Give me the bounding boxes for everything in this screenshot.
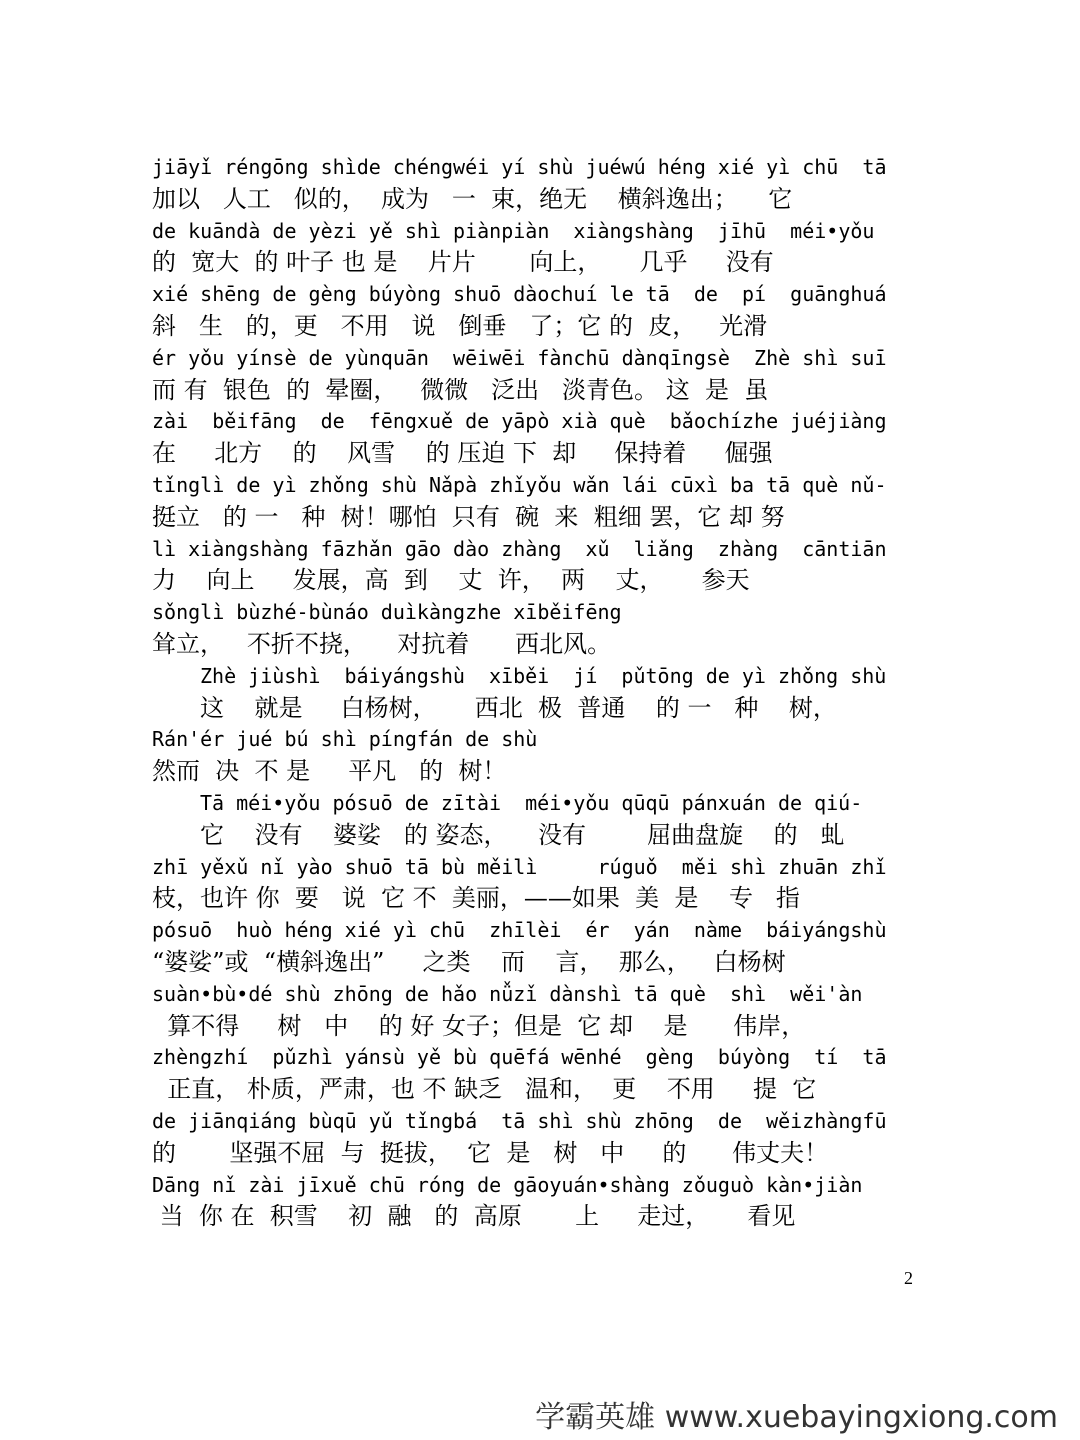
pinyin-line: tǐnglì de yì zhǒng shù Nǎpà zhǐyǒu wǎn lái cūxì ba tā què nǔ-: [152, 472, 887, 497]
pinyin-line: jiāyǐ réngōng shìde chéngwéi yí shù juéwú héng xié yì chū tā: [152, 155, 887, 179]
hanzi-line: 然而 决 不 是 平凡 的 树！: [152, 757, 507, 786]
pinyin-line: Rán'ér jué bú shì píngfán de shù: [152, 727, 538, 752]
hanzi-line: 加以 人工 似的， 成为 一 束，绝无 横斜逸出； 它: [152, 184, 793, 213]
hanzi-line: 而 有 银色 的 晕圈， 微微 泛出 淡青色。 这 是 虽: [152, 375, 769, 404]
pinyin-line: ér yǒu yínsè de yùnquān wēiwēi fànchū dànqīngsè Zhè shì suī: [152, 345, 887, 370]
hanzi-line: 正直， 朴质，严肃，也 不 缺乏 温和， 更 不用 提 它: [152, 1075, 817, 1104]
hanzi-line: 当 你 在 积雪 初 融 的 高原 上 走过， 看见: [152, 1202, 796, 1231]
pinyin-line: de kuāndà de yèzi yě shì piànpiàn xiàngshàng jīhū méi•yǒu: [152, 218, 875, 243]
text-body: [152, 152, 927, 1233]
pinyin-line: lì xiàngshàng fāzhǎn gāo dào zhàng xǔ liǎng zhàng cāntiān: [152, 536, 887, 561]
hanzi-line: 斜 生 的，更 不用 说 倒垂 了；它 的 皮， 光滑: [152, 311, 768, 340]
watermark: 学霸英雄 www.xuebayingxiong.com: [535, 1400, 1058, 1435]
pinyin-line: sǒnglì bùzhé-bùnáo duìkàngzhe xīběifēng: [152, 600, 622, 625]
pinyin-line: zài běifāng de fēngxuě de yāpò xià què bǎochízhe juéjiàng: [152, 409, 887, 434]
hanzi-line: 的 宽大 的 叶子 也 是 片片 向上， 几乎 没有: [152, 248, 774, 277]
hanzi-line: 这 就是 白杨树， 西北 极 普通 的 一 种 树，: [200, 693, 837, 722]
hanzi-line: 耸立， 不折不挠， 对抗着 西北风。: [152, 629, 612, 658]
hanzi-line: 的 坚强不屈 与 挺拔， 它 是 树 中 的 伟丈夫！: [152, 1138, 829, 1167]
pinyin-line: Dāng nǐ zài jīxuě chū róng de gāoyuán•shàng zǒuguò kàn•jiàn: [152, 1172, 863, 1197]
hanzi-line: “婆娑”或 “横斜逸出” 之类 而 言， 那么， 白杨树: [152, 947, 786, 976]
hanzi-line: 枝，也许 你 要 说 它 不 美丽，——如果 美 是 专 指: [152, 884, 800, 913]
hanzi-line: 挺立 的 一 种 树！哪怕 只有 碗 来 粗细 罢，它 却 努: [152, 502, 785, 531]
hanzi-line: 算不得 树 中 的 好 女子；但是 它 却 是 伟岸，: [152, 1011, 806, 1040]
hanzi-line: 它 没有 婆娑 的 姿态， 没有 屈曲盘旋 的 虬: [200, 820, 845, 849]
pinyin-line: zhī yěxǔ nǐ yào shuō tā bù měilì rúguǒ měi shì zhuān zhǐ: [152, 854, 887, 879]
pinyin-line: suàn•bù•dé shù zhōng de hǎo nǚzǐ dànshì tā què shì wěi'àn: [152, 981, 863, 1006]
pinyin-line: pósuō huò héng xié yì chū zhīlèi ér yán nàme báiyángshù: [152, 918, 887, 943]
pinyin-line: Tā méi•yǒu pósuō de zītài méi•yǒu qūqū pánxuán de qiú-: [200, 790, 863, 815]
hanzi-line: 在 北方 的 风雪 的 压迫 下 却 保持着 倔强: [152, 439, 773, 468]
pinyin-line: zhèngzhí pǔzhì yánsù yě bù quēfá wēnhé gèng búyòng tí tā: [152, 1045, 887, 1070]
pinyin-line: xié shēng de gèng búyòng shuō dàochuí le tā de pí guānghuá: [152, 282, 887, 307]
hanzi-line: 力 向上 发展，高 到 丈 许， 两 丈， 参天: [152, 566, 750, 595]
pinyin-line: Zhè jiùshì báiyángshù xīběi jí pǔtōng de yì zhǒng shù: [200, 663, 887, 688]
pinyin-line: de jiānqiáng bùqū yǔ tǐngbá tā shì shù zhōng de wěizhàngfū: [152, 1108, 887, 1133]
page-number: 2: [904, 1268, 913, 1288]
